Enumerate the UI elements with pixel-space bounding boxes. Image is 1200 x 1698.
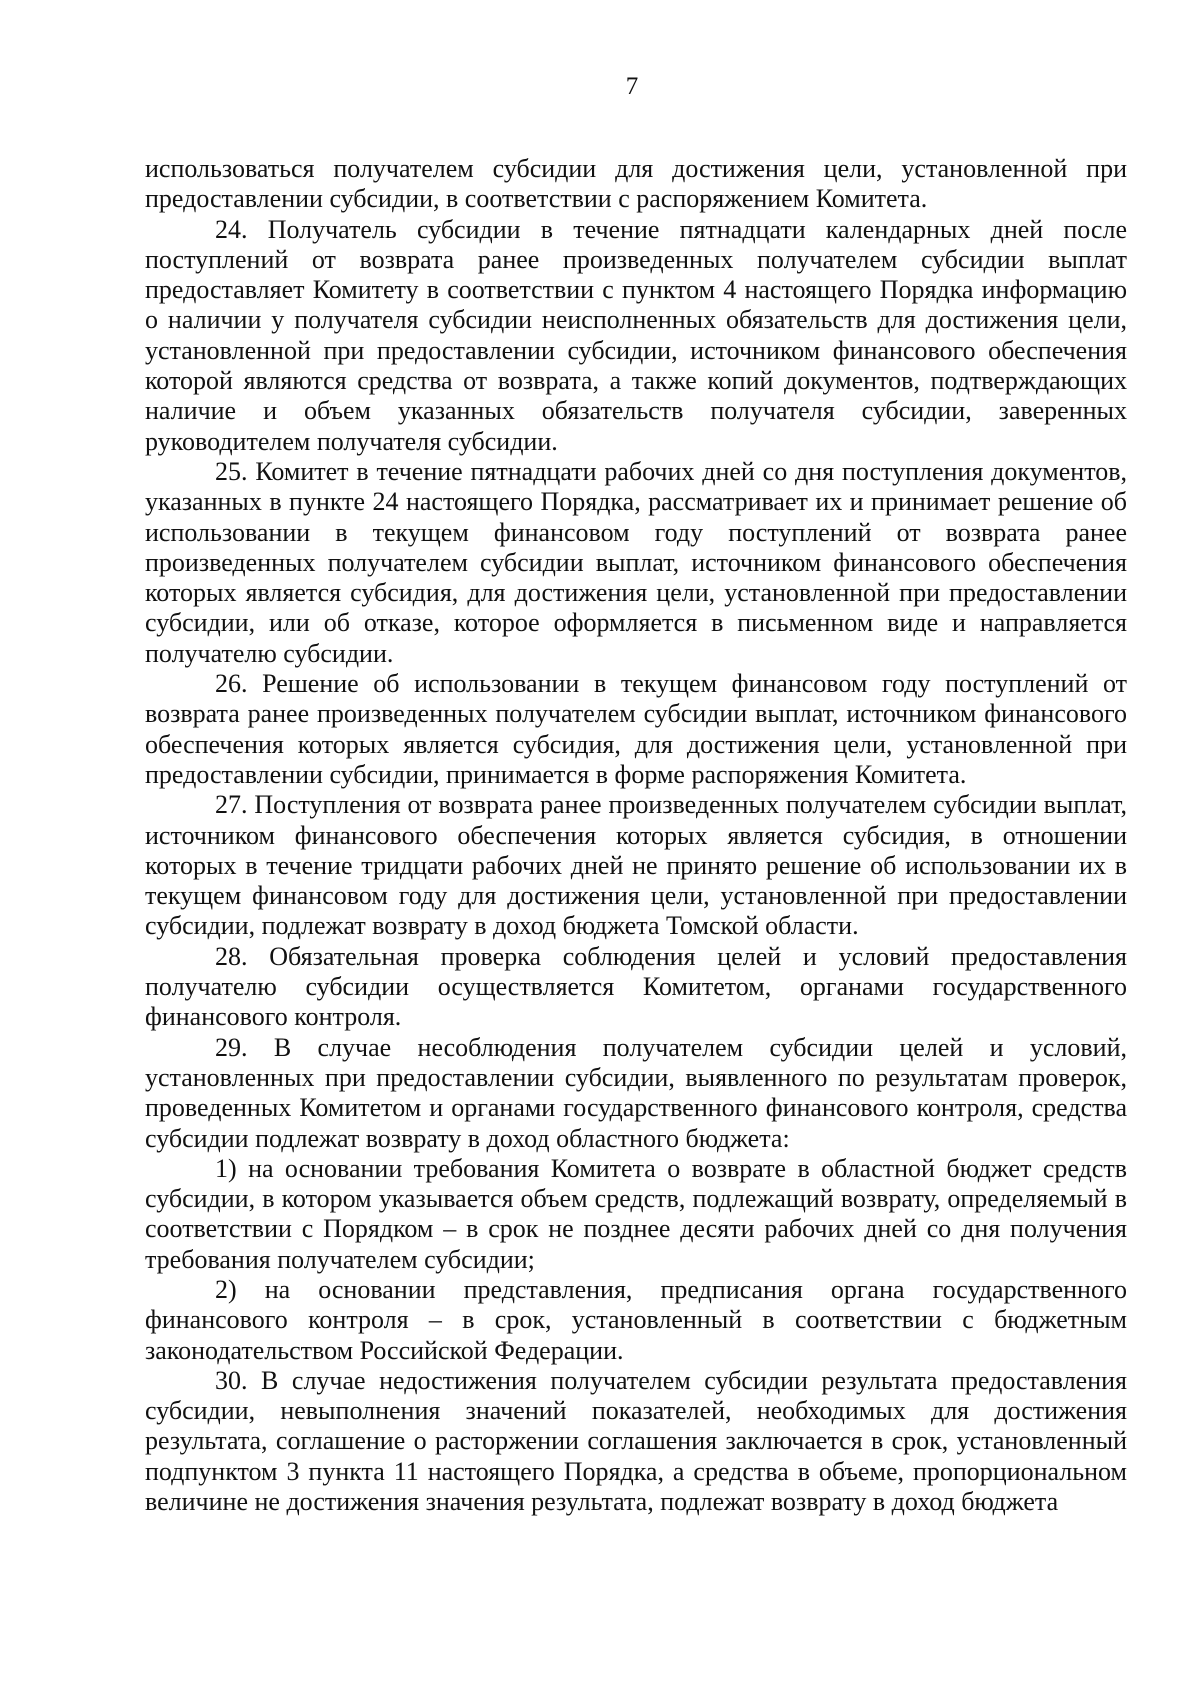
paragraph-item-27: 27. Поступления от возврата ранее произведенных получателем субсидии выплат, источником финансового обеспечения которых является субсидия, в отношении которых в течение тридцати рабочих дней не принято решение об использовании их в текущем финансовом году для достижения цели, установленной при предоставлении субсидии, подлежат возврату в доход бюджета Томской области. [145,790,1127,941]
paragraph-item-25: 25. Комитет в течение пятнадцати рабочих дней со дня поступления документов, указанных в пункте 24 настоящего Порядка, рассматривает их и принимает решение об использовании в текущем финансовом году поступлений от возврата ранее произведенных получателем субсидии выплат, источником финансового обеспечения которых является субсидия, для достижения цели, установленной при предоставлении субсидии, или об отказе, которое оформляется в письменном виде и направляется получателю субсидии. [145,456,1127,668]
paragraph-subitem-2: 2) на основании представления, предписания органа государственного финансового контроля – в срок, установленный в соответствии с бюджетным законодательством Российской Федерации. [145,1274,1127,1365]
paragraph-continuation: использоваться получателем субсидии для достижения цели, установленной при предоставлении субсидии, в соответствии с распоряжением Комитета. [145,154,1127,214]
paragraph-item-24: 24. Получатель субсидии в течение пятнадцати календарных дней после поступлений от возврата ранее произведенных получателем субсидии выплат предоставляет Комитету в соответствии с пунктом 4 настоящего Порядка информацию о наличии у получателя субсидии неисполненных обязательств для достижения цели, установленной при предоставлении субсидии, источником финансового обеспечения которой являются средства от возврата, а также копий документов, подтверждающих наличие и объем указанных обязательств получателя субсидии, заверенных руководителем получателя субсидии. [145,214,1127,456]
document-body [145,154,1127,1517]
page-number: 7 [625,73,639,100]
paragraph-item-30: 30. В случае недостижения получателем субсидии результата предоставления субсидии, невыполнения значений показателей, необходимых для достижения результата, соглашение о расторжении соглашения заключается в срок, установленный подпунктом 3 пункта 11 настоящего Порядка, а средства в объеме, пропорциональном величине не достижения значения результата, подлежат возврату в доход бюджета [145,1365,1127,1517]
paragraph-subitem-1: 1) на основании требования Комитета о возврате в областной бюджет средств субсидии, в котором указывается объем средств, подлежащий возврату, определяемый в соответствии с Порядком – в срок не позднее десяти рабочих дней со дня получения требования получателем субсидии; [145,1153,1127,1274]
paragraph-item-28: 28. Обязательная проверка соблюдения целей и условий предоставления получателю субсидии осуществляется Комитетом, органами государственного финансового контроля. [145,941,1127,1032]
paragraph-item-29: 29. В случае несоблюдения получателем субсидии целей и условий, установленных при предоставлении субсидии, выявленного по результатам проверок, проведенных Комитетом и органами государственного финансового контроля, средства субсидии подлежат возврату в доход областного бюджета: [145,1032,1127,1153]
paragraph-item-26: 26. Решение об использовании в текущем финансовом году поступлений от возврата ранее произведенных получателем субсидии выплат, источником финансового обеспечения которых является субсидия, для достижения цели, установленной при предоставлении субсидии, принимается в форме распоряжения Комитета. [145,669,1127,789]
